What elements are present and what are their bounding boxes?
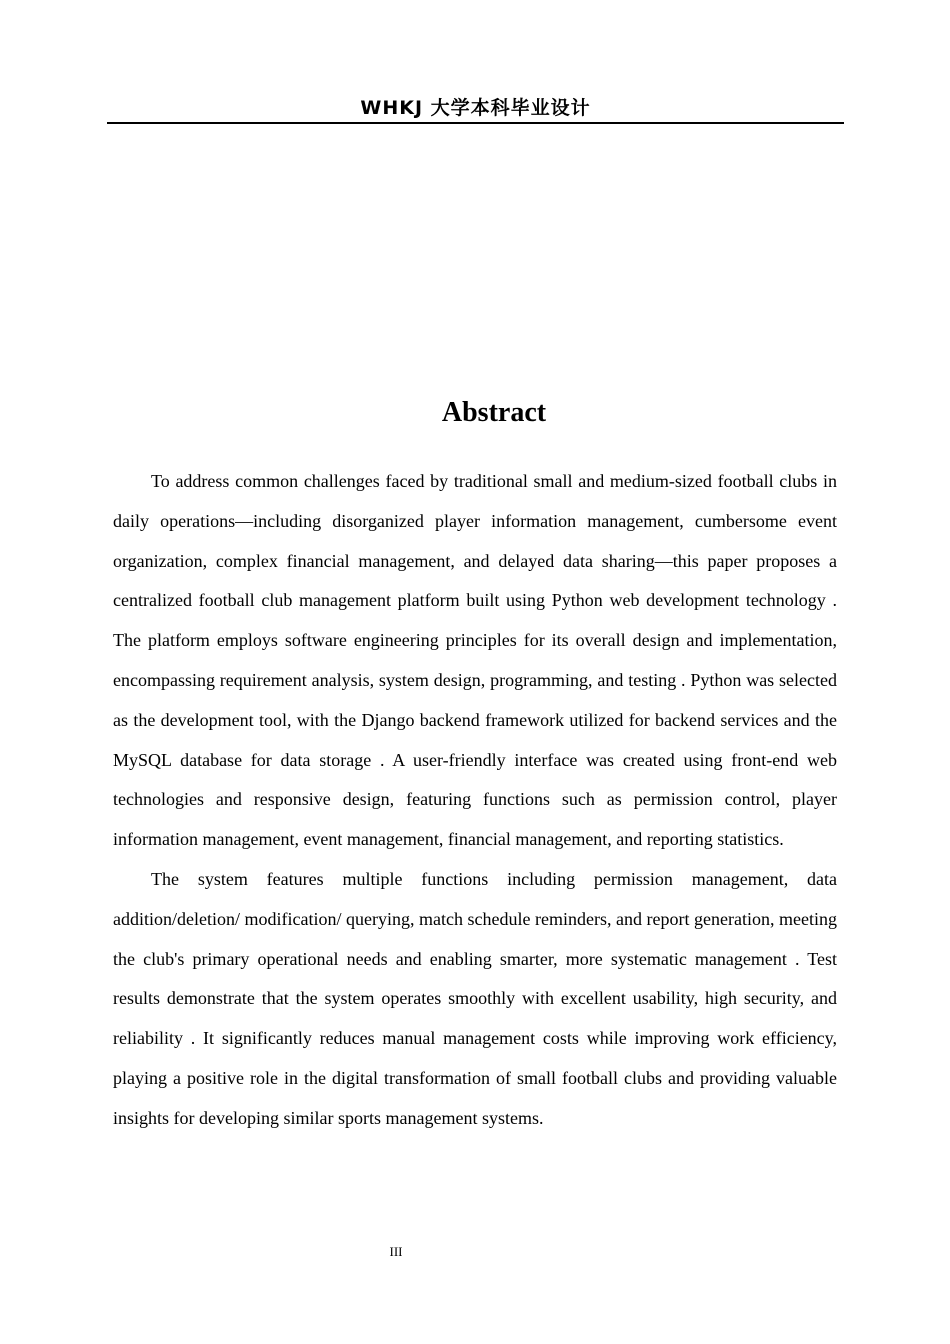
abstract-body <box>113 462 837 1139</box>
header-title: WHKJ 大学本科毕业设计 <box>360 97 591 119</box>
abstract-title: Abstract <box>441 397 547 428</box>
abstract-paragraph-2: The system features multiple functions including permission management, data addition/deletion/ modification/ querying, match schedule reminders, and report generation, meeting the club's primary operational needs and enabling smarter, more systematic management . Test results demonstrate that the system operates smoothly with excellent usability, high security, and reliability . It significantly reduces manual management costs while improving work efficiency, playing a positive role in the digital transformation of small football clubs and providing valuable insights for developing similar sports management systems. <box>113 868 837 1128</box>
page-header <box>107 96 844 124</box>
abstract-paragraph-1: To address common challenges faced by traditional small and medium-sized football clubs in daily operations—including disorganized player information management, cumbersome event organization, complex financial management, and delayed data sharing—this paper proposes a centralized football club management platform built using Python web development technology . The platform employs software engineering principles for its overall design and implementation, encompassing requirement analysis, system design, programming, and testing . Python was selected as the development tool, with the Django backend framework utilized for backend services and the MySQL database for data storage . A user-friendly interface was created using front-end web technologies and responsive design, featuring functions such as permission control, player information management, event management, financial management, and reporting statistics. <box>113 471 837 850</box>
page-number: III <box>389 1244 403 1259</box>
